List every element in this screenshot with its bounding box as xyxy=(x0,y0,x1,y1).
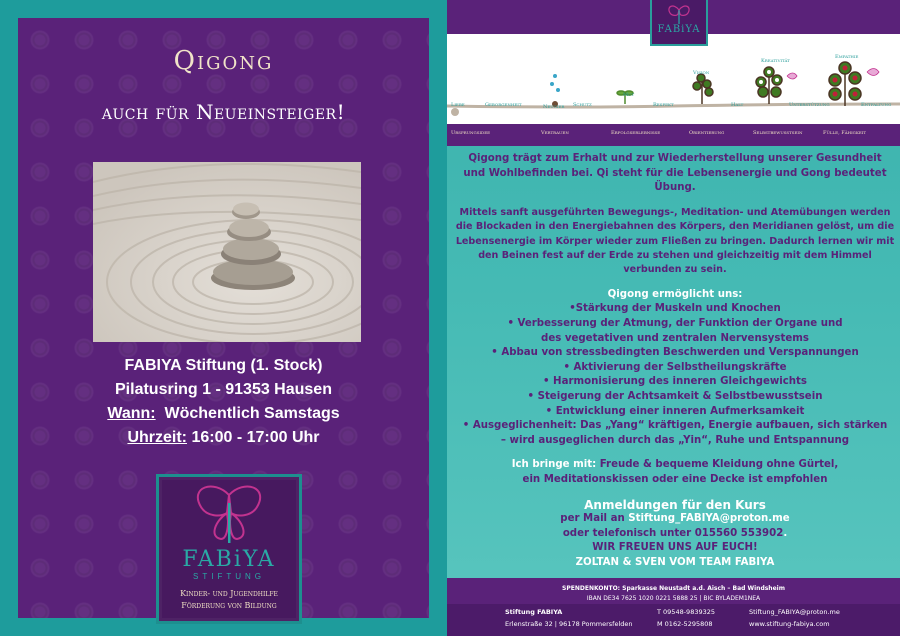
growth-illustration xyxy=(447,34,900,124)
bring-text-1: Freude & bequeme Kleidung ohne Gürtel, xyxy=(599,459,839,471)
mail-address-link[interactable]: Stiftung_FABIYA@proton.me xyxy=(628,513,790,525)
benefit-item: • Entwicklung einer inneren Aufmerksamkeit xyxy=(545,405,805,417)
bring-line-1 xyxy=(455,458,895,473)
zen-stones-illustration xyxy=(93,162,361,342)
donation-line: SPENDENKONTO: Sparkasse Neustadt a.d. Aisch – Bad Windsheim xyxy=(562,585,785,592)
young-tree-icon xyxy=(693,74,713,104)
benefit-item: •Stärkung der Muskeln und Knochen xyxy=(569,303,781,315)
left-page xyxy=(0,0,447,636)
page-subtitle: auch für Neueinsteiger! xyxy=(101,100,346,124)
footer xyxy=(447,578,900,636)
stage-label-2: Geborgenheit xyxy=(485,102,522,108)
stage-label-1: Liebe xyxy=(451,102,465,108)
stage-label-4: Schutz xyxy=(573,102,592,108)
zen-stones-photo xyxy=(93,162,361,342)
org-phone: T 09548-9839325 xyxy=(657,608,716,616)
org-mobile: M 0162-5295808 xyxy=(657,620,713,628)
benefit-item: des vegetativen und zentralen Nervensystems xyxy=(541,332,809,344)
mini-logo xyxy=(650,0,708,46)
location-line: FABIYA Stiftung (1. Stock) xyxy=(124,357,323,374)
fabiya-logo-card xyxy=(156,474,302,624)
stage-bottom-2: Vertrauen xyxy=(541,130,569,136)
logo-brand: FABiYA xyxy=(182,547,276,572)
benefit-item: • Aktivierung der Selbstheilungskräfte xyxy=(563,361,787,373)
mail-prefix: per Mail an xyxy=(560,513,625,525)
stage-label-5: Mut xyxy=(623,92,635,98)
stage-bottom-6: Fülle, Fähigkeit xyxy=(823,130,867,136)
drop-icon xyxy=(550,74,560,92)
time-line xyxy=(18,426,429,450)
phone-suffix: . xyxy=(783,527,788,539)
logo-tagline-2: Förderung von Bildung xyxy=(181,601,277,610)
stage-label-9: Kreativität xyxy=(761,58,790,64)
address-line: Pilatusring 1 - 91353 Hausen xyxy=(115,381,332,398)
phone-line-row xyxy=(455,527,895,542)
stage-label-7: Vision xyxy=(693,70,710,76)
fruit-tree-icon xyxy=(829,62,879,106)
benefits-title: Qigong ermöglicht uns: xyxy=(607,288,743,300)
stage-label-8: Halt xyxy=(731,102,744,108)
iban-line: IBAN DE34 7625 1020 0221 5888 25 | BIC BYLADEM1NEA xyxy=(586,595,761,602)
time-label: Uhrzeit: xyxy=(127,429,188,446)
stage-bottom-1: Ursprungsidee xyxy=(451,130,491,136)
org-address: Erlenstraße 32 | 96178 Pommersfelden xyxy=(505,620,633,628)
mini-logo-brand: FABiYA xyxy=(657,24,701,35)
content-body xyxy=(455,152,895,571)
team-line: ZOLTAN & SVEN VOM TEAM FABIYA xyxy=(575,556,775,568)
benefit-item: • Verbesserung der Atmung, der Funktion der Organe und xyxy=(507,318,843,329)
method-paragraph: Mittels sanft ausgeführten Bewegungs-, Meditation- und Atemübungen werden die Blockaden in den Energiebahnen des Körpers, den Meridianen gelöst, um die Lebensenergie im Körper wieder zum Fließen zu bringen. Dadurch lernen wir mit den Beinen fest auf der Erde zu stehen und gleichzeitig mit dem Himmel verbunden zu sein. xyxy=(455,206,895,276)
welcome-line: WIR FREUEN UNS AUF EUCH! xyxy=(592,542,758,554)
phone-line: oder telefonisch unter 015560 553902 xyxy=(562,527,784,539)
bring-text-2: ein Meditationskissen oder eine Decke ist empfohlen xyxy=(522,473,828,485)
time-value: 16:00 - 17:00 Uhr xyxy=(191,429,320,446)
intro-paragraph: Qigong trägt zum Erhalt und zur Wiederherstellung unserer Gesundheit und Wohlbefinden bei. Qi steht für die Lebensenergie und Gong bedeutet Übung. xyxy=(463,153,887,194)
stage-bottom-4: Orientierung xyxy=(689,130,725,136)
when-label: Wann: xyxy=(107,405,156,422)
org-web-link[interactable]: www.stiftung-fabiya.com xyxy=(749,620,830,628)
when-value: Wöchentlich Samstags xyxy=(164,405,340,422)
logo-sub: STIFTUNG xyxy=(193,572,265,581)
signup-title: Anmeldungen für den Kurs xyxy=(584,497,766,512)
page-title: Qigong xyxy=(173,46,274,76)
mail-line xyxy=(455,512,895,527)
bring-label: Ich bringe mit: xyxy=(511,459,597,471)
header-bottom-bar xyxy=(447,124,900,146)
benefit-item: – wird ausgeglichen durch das „Yin“, Ruhe und Entspannung xyxy=(500,434,850,446)
benefit-item: • Ausgeglichenheit: Das „Yang“ kräftigen, Energie aufbauen, sich stärken xyxy=(462,420,888,432)
stage-label-10: Unterstützung xyxy=(789,102,830,108)
benefit-item: • Harmonisierung des inneren Gleichgewichts xyxy=(542,376,807,388)
logo-tagline-1: Kinder- und Jugendhilfe xyxy=(180,589,278,598)
contact-strip xyxy=(447,604,900,636)
butterfly-logo-icon xyxy=(159,481,299,551)
event-info xyxy=(18,354,429,450)
stage-label-6: Respekt xyxy=(653,102,674,108)
stage-label-12: Entfaltung xyxy=(861,102,892,108)
benefit-item: • Steigerung der Achtsamkeit & Selbstbewusstsein xyxy=(527,390,823,402)
flowering-tree-icon xyxy=(756,67,797,104)
org-name: Stiftung FABIYA xyxy=(505,608,563,616)
stage-label-3: Neugier xyxy=(543,104,565,110)
stage-bottom-5: Selbstbewusstsein xyxy=(753,130,803,136)
mini-butterfly-icon xyxy=(652,2,706,26)
right-page xyxy=(447,0,900,636)
org-email-link[interactable]: Stiftung_FABIYA@proton.me xyxy=(749,608,840,616)
when-line xyxy=(18,402,429,426)
stage-label-11: Empathie xyxy=(835,54,859,60)
stage-bottom-3: Erfolgserlebnisse xyxy=(611,130,661,136)
left-panel xyxy=(18,18,429,618)
benefit-item: • Abbau von stressbedingten Beschwerden und Verspannungen xyxy=(491,347,859,359)
